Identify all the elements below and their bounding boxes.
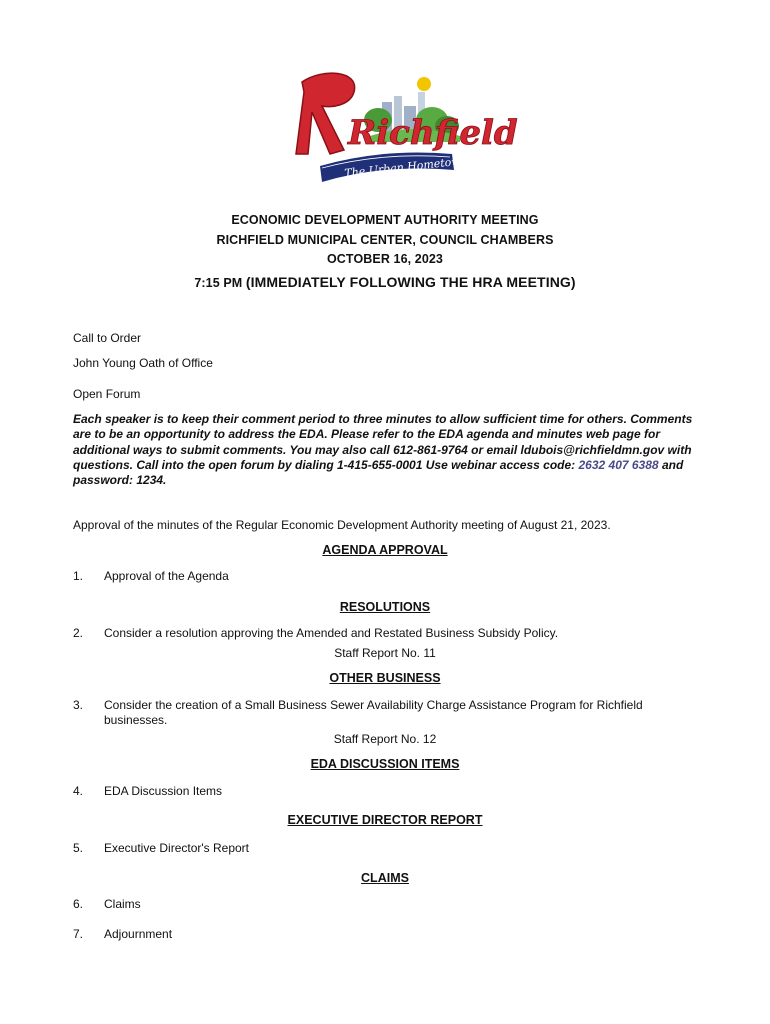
item-text: EDA Discussion Items bbox=[104, 784, 223, 798]
meeting-header bbox=[0, 211, 770, 293]
item-text: Claims bbox=[104, 897, 141, 911]
item-text: Adjournment bbox=[104, 927, 173, 941]
open-forum: Open Forum bbox=[73, 387, 141, 401]
item-number: 6. bbox=[73, 897, 84, 911]
item-number: 3. bbox=[73, 698, 84, 712]
notice-text-part1: Each speaker is to keep their comment period to three minutes to allow sufficient time for others. Comments are to be an opportunity to address the EDA. Please refer to the EDA agenda and minutes web page for additional ways to submit comments. You may also call 612-861-9764 or email ldubois@richfieldmn.gov with questions. Call into the open forum by dialing 1-415-655-0001 Use webinar access code: bbox=[73, 412, 693, 472]
wordmark-richfield bbox=[296, 73, 518, 154]
item-text: Consider a resolution approving the Amended and Restated Business Subsidy Policy. bbox=[104, 626, 559, 640]
staff-report: Staff Report No. 12 bbox=[333, 732, 437, 746]
notice-text-part2: and password: 1234. bbox=[73, 457, 684, 488]
meeting-location: RICHFIELD MUNICIPAL CENTER, COUNCIL CHAMBERS bbox=[216, 232, 554, 247]
call-to-order: Call to Order bbox=[73, 331, 142, 345]
section-eda-discussion: EDA DISCUSSION ITEMS bbox=[310, 757, 460, 771]
item-text: Approval of the Agenda bbox=[104, 569, 229, 583]
item-number: 7. bbox=[73, 927, 84, 941]
tagline-banner bbox=[320, 153, 468, 183]
item-number: 4. bbox=[73, 784, 84, 798]
staff-report: Staff Report No. 11 bbox=[334, 646, 436, 660]
webinar-access-code: 2632 407 6388 bbox=[578, 457, 659, 472]
oath-of-office: John Young Oath of Office bbox=[73, 356, 213, 370]
minutes-approval: Approval of the minutes of the Regular Economic Development Authority meeting of August 21, 2023. bbox=[73, 518, 611, 532]
item-number: 5. bbox=[73, 841, 84, 855]
section-executive-director: EXECUTIVE DIRECTOR REPORT bbox=[287, 813, 483, 827]
richfield-logo bbox=[282, 62, 518, 192]
meeting-title: ECONOMIC DEVELOPMENT AUTHORITY MEETING bbox=[231, 213, 539, 227]
section-resolutions: RESOLUTIONS bbox=[339, 600, 431, 614]
meeting-time-note: (IMMEDIATELY FOLLOWING THE HRA MEETING) bbox=[245, 273, 576, 290]
meeting-time: 7:15 PM bbox=[194, 275, 243, 290]
item-text: Executive Director's Report bbox=[104, 841, 250, 855]
section-agenda-approval: AGENDA APPROVAL bbox=[322, 543, 448, 557]
item-text: Consider the creation of a Small Business Sewer Availability Charge Assistance Program for Richfield businesses. bbox=[104, 698, 643, 727]
meeting-time-line bbox=[0, 273, 770, 294]
svg-text:The Urban Hometown: The Urban Hometown bbox=[343, 154, 469, 180]
section-other-business: OTHER BUSINESS bbox=[329, 671, 441, 685]
item-number: 1. bbox=[73, 569, 84, 583]
section-claims: CLAIMS bbox=[361, 871, 409, 885]
svg-text:Richfield: Richfield bbox=[348, 113, 518, 153]
open-forum-notice bbox=[73, 412, 698, 488]
item-number: 2. bbox=[73, 626, 84, 640]
meeting-date: OCTOBER 16, 2023 bbox=[326, 252, 443, 266]
